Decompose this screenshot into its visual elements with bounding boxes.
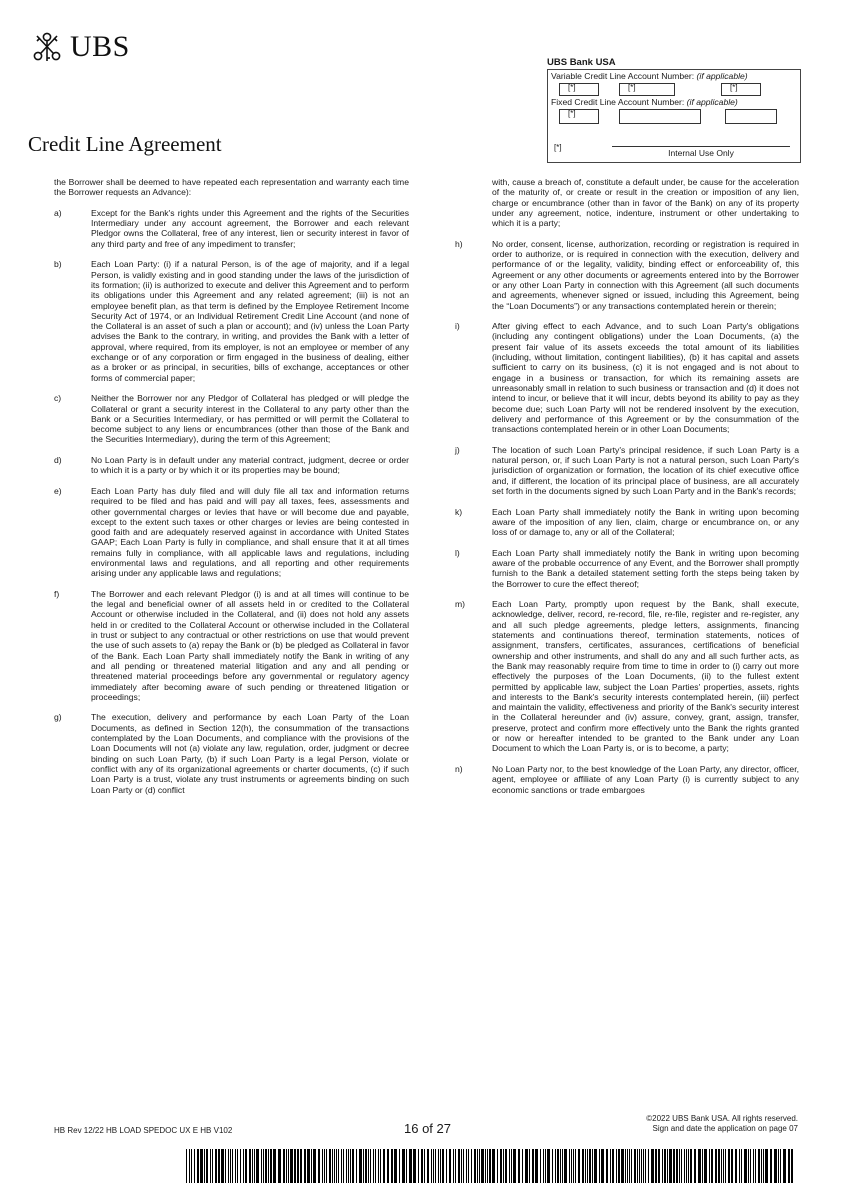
clause-text: Each Loan Party: (i) if a natural Person, is of the age of majority, and if a legal Person, is validly existing and in good standing under the laws of the jurisdiction of its formation; (ii) is authorized to execute and deliver this Agreement and to perform its obligations under this Agreement and any related agreement; (iii) is not an employee benefit plan, as that term is defined by the Employee Retirement Income Security Act of 1974, or an Individual Retirement Credit Line Account (and none of the Collateral is an asset of such a plan or account); and (iv) unless the Loan Party advises the Bank to the contrary, in writing, and provides the Bank with a letter of approval, where required, from its employer, is not an employee or member of any exchange or of any corporation or firm engaged in the business of dealing, either as a broker or as principal, in securities, bills of exchange, acceptances or other forms of commercial paper; [91,259,409,383]
barcode-bar [522,1149,523,1183]
barcode-bar [637,1149,638,1183]
barcode-bar [783,1149,786,1183]
barcode-bar [648,1149,649,1183]
barcode-bar [610,1149,611,1183]
barcode-bar [463,1149,464,1183]
barcode-bar [485,1149,486,1183]
barcode-bar [322,1149,323,1183]
barcode-bar [758,1149,760,1183]
barcode-bar [728,1149,730,1183]
clause-item [455,599,799,753]
barcode-bar [232,1149,233,1183]
left-column [54,177,409,805]
barcode-bar [669,1149,672,1183]
clause-label: m) [455,599,466,610]
barcode-bar [268,1149,269,1183]
clause-label: l) [455,547,460,558]
barcode-bar [409,1149,412,1183]
barcode-bar [387,1149,389,1183]
keys-logo-icon [30,30,64,64]
logo-text: UBS [70,30,130,63]
barcode-bar [336,1149,337,1183]
barcode-bar [446,1149,447,1183]
barcode-bar [406,1149,407,1183]
barcode-bar [639,1149,640,1183]
barcode-bar [774,1149,777,1183]
clause-label: c) [54,393,62,404]
barcode-bar [532,1149,534,1183]
barcode-bar [735,1149,737,1183]
barcode-bar [788,1149,790,1183]
barcode-bar [375,1149,376,1183]
barcode-bar [230,1149,231,1183]
barcode-bar [228,1149,229,1183]
variable-account-fields [559,83,797,96]
barcode-bar [278,1149,281,1183]
clause-text: Each Loan Party has duly filed and will duly file all tax and information returns required to be filed and has paid and will pay all taxes, fees, assessments and other governmental charges or levies that have or will become due and payable, except to the extent such taxes or other charges or levies are being contested in good faith and are adequately reserved against in accordance with United States GAAP; Each Loan Party is fully in compliance, and shall ensure that it at all times remains fully in compliance, with all applicable laws and regulations, including environmental laws and regulations, and all reporting and other requirements arising under any applicable laws and regulations; [91,485,409,579]
copyright: ©2022 UBS Bank USA. All rights reserved. [646,1114,798,1123]
barcode-bar [273,1149,276,1183]
variable-account-field-3[interactable]: [*] [721,83,761,96]
barcode-bar [433,1149,434,1183]
clause-label: k) [455,506,463,517]
clause-text: No Loan Party is in default under any material contract, judgment, decree or order to which it is a party or by which it or its properties may be bound; [91,455,409,476]
barcode-bar [189,1149,190,1183]
barcode-bar [249,1149,251,1183]
clause-text: The location of such Loan Party's principal residence, if such Loan Party is a natural person, or, if such Loan Party is not a natural person, such Loan Party's jurisdiction of organization or formation, the location of its chief executive office and, if different, the location of its principal place of business, are all accurately set forth in the documents signed by such Loan Party and in the Bank's records; [492,444,799,496]
barcode-bar [744,1149,747,1183]
clause-text: Neither the Borrower nor any Pledgor of Collateral has pledged or will pledge the Collateral or grant a security interest in the Collateral to any party other than the Bank or a Securities Intermediary, or has permitted or will permit the Collateral to become subject to any liens or encumbrances (other than those of the Bank and the Securities Intermediary), during the term of this Agreement; [91,393,409,445]
barcode-bar [748,1149,749,1183]
barcode-bar [455,1149,456,1183]
barcode-bar [329,1149,331,1183]
barcode-bar [562,1149,563,1183]
barcode-bar [332,1149,333,1183]
variable-account-label: Variable Credit Line Account Number: (if applicable) [551,71,748,81]
barcode [186,1149,794,1183]
barcode-bar [290,1149,293,1183]
barcode-bar [698,1149,701,1183]
barcode-bar [741,1149,742,1183]
barcode-bar [240,1149,241,1183]
barcode-bar [540,1149,541,1183]
clause-label: h) [455,238,463,249]
barcode-bar [370,1149,371,1183]
barcode-bar [686,1149,687,1183]
clause-item [455,239,799,311]
barcode-bar [664,1149,666,1183]
barcode-bar [391,1149,393,1183]
barcode-bar [481,1149,484,1183]
barcode-bar [543,1149,544,1183]
barcode-bar [487,1149,488,1183]
barcode-bar [442,1149,444,1183]
barcode-bar [368,1149,369,1183]
barcode-bar [643,1149,644,1183]
barcode-bar [474,1149,476,1183]
barcode-bar [612,1149,614,1183]
barcode-bar [778,1149,779,1183]
barcode-bar [575,1149,576,1183]
barcode-bar [535,1149,538,1183]
barcode-bar [513,1149,516,1183]
clause-label: j) [455,444,460,455]
right-items [455,239,799,795]
barcode-bar [218,1149,220,1183]
barcode-bar [731,1149,733,1183]
barcode-bar [753,1149,754,1183]
clause-item [54,393,409,444]
clause-text: The Borrower and each relevant Pledgor (i) is and at all times will continue to be the legal and beneficial owner of all assets held in or credited to the Collateral Account or otherwise included in the Collateral, and (ii) does not hold any assets held in or credited to the Collateral Account or otherwise included in the Collateral in trust or subject to any contractual or other restrictions on use that would prevent the use of such assets to (a) repay the Bank or (b) be pledged as Collateral in favor of the Bank. Each Loan Party shall immediately notify the Bank in writing of any and all pending or threatened material litigation and any and all pending or threatened material proceedings before any governmental or regulatory agency immediately after becoming aware of such pending or threatened litigation or proceedings; [91,588,409,702]
barcode-bar [723,1149,724,1183]
left-items [54,208,409,795]
barcode-bar [557,1149,559,1183]
barcode-bar [479,1149,480,1183]
barcode-bar [688,1149,689,1183]
barcode-bar [715,1149,717,1183]
continuation-text: with, cause a breach of, constitute a default under, be cause for the acceleration of the maturity of, or create or result in the creation or imposition of any lien, charge or encumbrance (other than in favor of the Bank) on any of its property under any agreement, notice, indenture, instrument or other undertaking to which it is a party; [492,177,799,229]
barcode-bar [338,1149,339,1183]
barcode-bar [346,1149,347,1183]
barcode-bar [704,1149,707,1183]
footer-notes [646,1114,798,1134]
barcode-bar [645,1149,646,1183]
clause-label: a) [54,207,62,218]
clause-item [54,589,409,702]
barcode-bar [288,1149,289,1183]
barcode-bar [427,1149,429,1183]
barcode-bar [343,1149,344,1183]
barcode-bar [681,1149,682,1183]
clause-text: Each Loan Party shall immediately notify the Bank in writing upon becoming aware of the imposition of any lien, claim, charge or encumbrance on, or any loss of or damage to, any or all of the Collateral; [492,506,799,538]
clause-label: e) [54,485,62,496]
barcode-bar [418,1149,419,1183]
barcode-bar [431,1149,432,1183]
barcode-bar [440,1149,441,1183]
barcode-bar [763,1149,764,1183]
barcode-bar [477,1149,478,1183]
barcode-bar [569,1149,570,1183]
barcode-bar [449,1149,451,1183]
barcode-bar [676,1149,678,1183]
clause-label: n) [455,763,463,774]
barcode-bar [200,1149,203,1183]
clause-item [54,486,409,579]
barcode-bar [694,1149,696,1183]
clause-text: No Loan Party nor, to the best knowledge of the Loan Party, any director, officer, agent, employee or affiliate of any Loan Party (i) is currently subject to any economic sanctions or trade embargoes [492,763,799,795]
barcode-bar [564,1149,567,1183]
barcode-bar [616,1149,617,1183]
barcode-bar [673,1149,675,1183]
barcode-bar [378,1149,379,1183]
barcode-bar [545,1149,546,1183]
account-frame [547,69,801,163]
barcode-bar [658,1149,660,1183]
clause-item [455,507,799,538]
barcode-bar [438,1149,439,1183]
clause-label: i) [455,321,460,332]
barcode-bar [718,1149,720,1183]
barcode-bar [243,1149,244,1183]
barcode-bar [770,1149,772,1183]
clause-text: Each Loan Party, promptly upon request by the Bank, shall execute, acknowledge, deliver, record, re-record, file, re-file, register and re-register, any and all such pledge agreements, pledge letters, assignments, financing statements and continuations thereof, termination statements, notices of assignment, transfers, certificates, assurances, certifications of beneficial ownership and other instruments, and shall do any and all such further acts, as the Bank may reasonably require from time to time in order to (i) carry out more effectively the purposes of the Loan Documents, (ii) to the fullest extent permitted by applicable law, subject the Loan Parties' properties, assets, rights and interests to the Bank's security interests contemplated herein, (iii) perfect and maintain the validity, effectiveness and priority of the Bank's security interest in the Collateral hereunder and (iv) assure, convey, grant, assign, transfer, preserve, protect and confirm more effectively unto the Bank the rights granted or now or hereafter intended to be granted to the Bank under any Loan Document to which the Loan Party is, or is to become, a party; [492,599,799,754]
variable-account-field-1[interactable]: [*] [559,83,599,96]
ubs-logo [30,30,130,64]
barcode-bar [363,1149,364,1183]
clause-label: d) [54,455,62,466]
clause-text: Each Loan Party shall immediately notify the Bank in writing upon becoming aware of the probable occurrence of any Event, and the Borrower shall promptly furnish to the Bank a detailed statement setting forth the steps being taken by the Borrower to cure the effect thereof; [492,547,799,589]
barcode-bar [326,1149,327,1183]
barcode-bar [525,1149,528,1183]
barcode-bar [571,1149,572,1183]
barcode-bar [582,1149,584,1183]
barcode-bar [667,1149,668,1183]
barcode-bar [265,1149,267,1183]
barcode-bar [791,1149,793,1183]
barcode-bar [283,1149,285,1183]
barcode-bar [679,1149,680,1183]
clause-item [455,321,799,434]
clause-text: No order, consent, license, authorization, recording or registration is required in order to authorize, or is required in connection with the execution, delivery and performance of or the legality, validity, binding effect or enforceability of, this Agreement or any other documents or agreements entered into by the Borrower or any other Loan Party in connection with this Agreement (all such documents and agreements, whenever signed or issued, including this Agreement, being the “Loan Documents”) or any transactions contemplated herein or therein; [492,238,799,311]
barcode-bar [573,1149,574,1183]
barcode-bar [702,1149,703,1183]
barcode-bar [505,1149,507,1183]
clause-label: b) [54,259,62,270]
barcode-bar [453,1149,454,1183]
barcode-bar [468,1149,469,1183]
barcode-bar [307,1149,310,1183]
barcode-bar [365,1149,367,1183]
barcode-bar [350,1149,351,1183]
barcode-bar [684,1149,685,1183]
intro-text: the Borrower shall be deemed to have repeated each representation and warranty each time the Borrower requests an Advance): [54,177,409,198]
page-number: 16 of 27 [404,1121,451,1136]
barcode-bar [589,1149,591,1183]
barcode-bar [651,1149,654,1183]
barcode-bar [585,1149,586,1183]
barcode-bar [489,1149,491,1183]
barcode-bar [318,1149,320,1183]
barcode-bar [286,1149,287,1183]
barcode-bar [300,1149,302,1183]
barcode-bar [552,1149,553,1183]
barcode-bar [578,1149,580,1183]
barcode-bar [402,1149,405,1183]
barcode-bar [334,1149,335,1183]
barcode-bar [458,1149,460,1183]
barcode-bar [261,1149,262,1183]
barcode-bar [594,1149,597,1183]
barcode-bar [631,1149,632,1183]
fixed-account-field-2[interactable] [619,109,701,124]
barcode-bar [221,1149,224,1183]
barcode-bar [399,1149,400,1183]
form-code: HB Rev 12/22 HB LOAD SPEDOC UX E HB V102 [54,1126,233,1135]
barcode-bar [194,1149,195,1183]
barcode-bar [270,1149,272,1183]
barcode-bar [466,1149,467,1183]
clause-item [54,712,409,794]
barcode-bar [627,1149,628,1183]
sign-note: Sign and date the application on page 07 [652,1124,798,1133]
clause-item [54,455,409,476]
variable-account-field-2[interactable]: [*] [619,83,675,96]
barcode-bar [252,1149,253,1183]
barcode-bar [235,1149,236,1183]
barcode-bar [492,1149,495,1183]
barcode-bar [356,1149,357,1183]
internal-use-label: Internal Use Only [612,146,790,158]
barcode-bar [341,1149,342,1183]
barcode-bar [254,1149,255,1183]
barcode-bar [294,1149,296,1183]
fixed-account-field-1[interactable]: [*] [559,109,599,124]
clause-item [54,259,409,383]
barcode-bar [186,1149,187,1183]
clause-text: After giving effect to each Advance, and to such Loan Party's obligations (including any contingent obligations) under the Loan Documents, (a) the present fair value of its assets exceeds the total amount of its liabilities (including, without limitation, contingent liabilities), (b) it has capital and assets sufficient to carry on its business, (c) it is not engaged and is not about to engage in a business or transaction, for which its remaining assets are unreasonably small in relation to such business or transaction and (d) it does not intend to incur, or believe that it will incur, debts beyond its ability to pay as they become due; such Loan Party will not be rendered insolvent by the execution, delivery and performance of this Agreement or by the consummation of the transactions contemplated herein or in other Loan Documents; [492,321,799,435]
barcode-bar [655,1149,657,1183]
barcode-bar [424,1149,425,1183]
barcode-bar [555,1149,556,1183]
document-title: Credit Line Agreement [28,132,222,156]
barcode-bar [313,1149,316,1183]
barcode-bar [529,1149,530,1183]
barcode-bar [237,1149,238,1183]
barcode-bar [197,1149,199,1183]
barcode-bar [606,1149,608,1183]
barcode-bar [215,1149,217,1183]
barcode-bar [587,1149,588,1183]
barcode-bar [725,1149,726,1183]
clause-text: The execution, delivery and performance by each Loan Party of the Loan Documents, as defined in Section 12(h), the consummation of the transactions contemplated by the Loan Documents, and compliance with the provisions of the Loan Documents will not (a) violate any law, regulation, order, judgment or decree binding on such Loan Party, (b) if such Loan Party is a legal Person, violate or conflict with any of its organizational agreements or charter documents, (c) if such Loan Party is a trust, violate any trust instruments or agreements binding on such Loan Party or (d) conflict [91,712,409,795]
barcode-bar [471,1149,472,1183]
barcode-bar [641,1149,642,1183]
barcode-bar [601,1149,604,1183]
clause-item [455,445,799,496]
clause-label: g) [54,712,62,723]
barcode-bar [225,1149,226,1183]
barcode-bar [461,1149,462,1183]
fixed-account-field-3[interactable] [725,109,777,124]
barcode-bar [662,1149,663,1183]
barcode-bar [690,1149,692,1183]
clause-text: Except for the Bank's rights under this Agreement and the rights of the Securities Intermediary under any account agreement, the Borrower and each relevant Pledgor owns the Collateral, free of any interest, lien or security interest in favor of any third party and free of any impediment to transfer; [91,207,409,249]
barcode-bar [206,1149,208,1183]
barcode-bar [212,1149,213,1183]
barcode-bar [709,1149,710,1183]
barcode-bar [618,1149,620,1183]
barcode-bar [511,1149,512,1183]
barcode-bar [421,1149,423,1183]
barcode-bar [599,1149,600,1183]
right-column [455,177,799,805]
barcode-bar [755,1149,756,1183]
fixed-account-suffix: [*] [554,143,562,152]
barcode-bar [191,1149,192,1183]
barcode-bar [304,1149,306,1183]
barcode-bar [413,1149,416,1183]
barcode-bar [500,1149,502,1183]
clause-item [54,208,409,249]
barcode-bar [592,1149,593,1183]
account-number-box [547,57,801,163]
barcode-bar [263,1149,264,1183]
barcode-bar [547,1149,550,1183]
barcode-bar [435,1149,436,1183]
barcode-bar [560,1149,561,1183]
clause-label: f) [54,588,60,599]
barcode-bar [765,1149,768,1183]
fixed-account-label: Fixed Credit Line Account Number: (if applicable) [551,97,738,107]
barcode-bar [324,1149,325,1183]
barcode-bar [380,1149,381,1183]
barcode-bar [383,1149,385,1183]
barcode-bar [245,1149,247,1183]
bank-name: UBS Bank USA [547,57,616,68]
clause-item [455,548,799,589]
barcode-bar [739,1149,740,1183]
barcode-bar [780,1149,781,1183]
barcode-bar [629,1149,630,1183]
barcode-bar [634,1149,636,1183]
barcode-bar [711,1149,713,1183]
barcode-bar [297,1149,299,1183]
barcode-bar [750,1149,751,1183]
barcode-bar [373,1149,374,1183]
barcode-bar [348,1149,349,1183]
barcode-bar [256,1149,259,1183]
barcode-bar [311,1149,312,1183]
barcode-bar [509,1149,510,1183]
barcode-bar [721,1149,722,1183]
barcode-bar [518,1149,520,1183]
barcode-bar [497,1149,498,1183]
barcode-bar [394,1149,397,1183]
barcode-bar [359,1149,362,1183]
barcode-bar [503,1149,504,1183]
barcode-bar [204,1149,205,1183]
barcode-bar [352,1149,354,1183]
barcode-bar [621,1149,624,1183]
barcode-bar [625,1149,626,1183]
clause-item [455,764,799,795]
barcode-bar [210,1149,211,1183]
fixed-account-fields [559,109,797,124]
barcode-bar [761,1149,762,1183]
